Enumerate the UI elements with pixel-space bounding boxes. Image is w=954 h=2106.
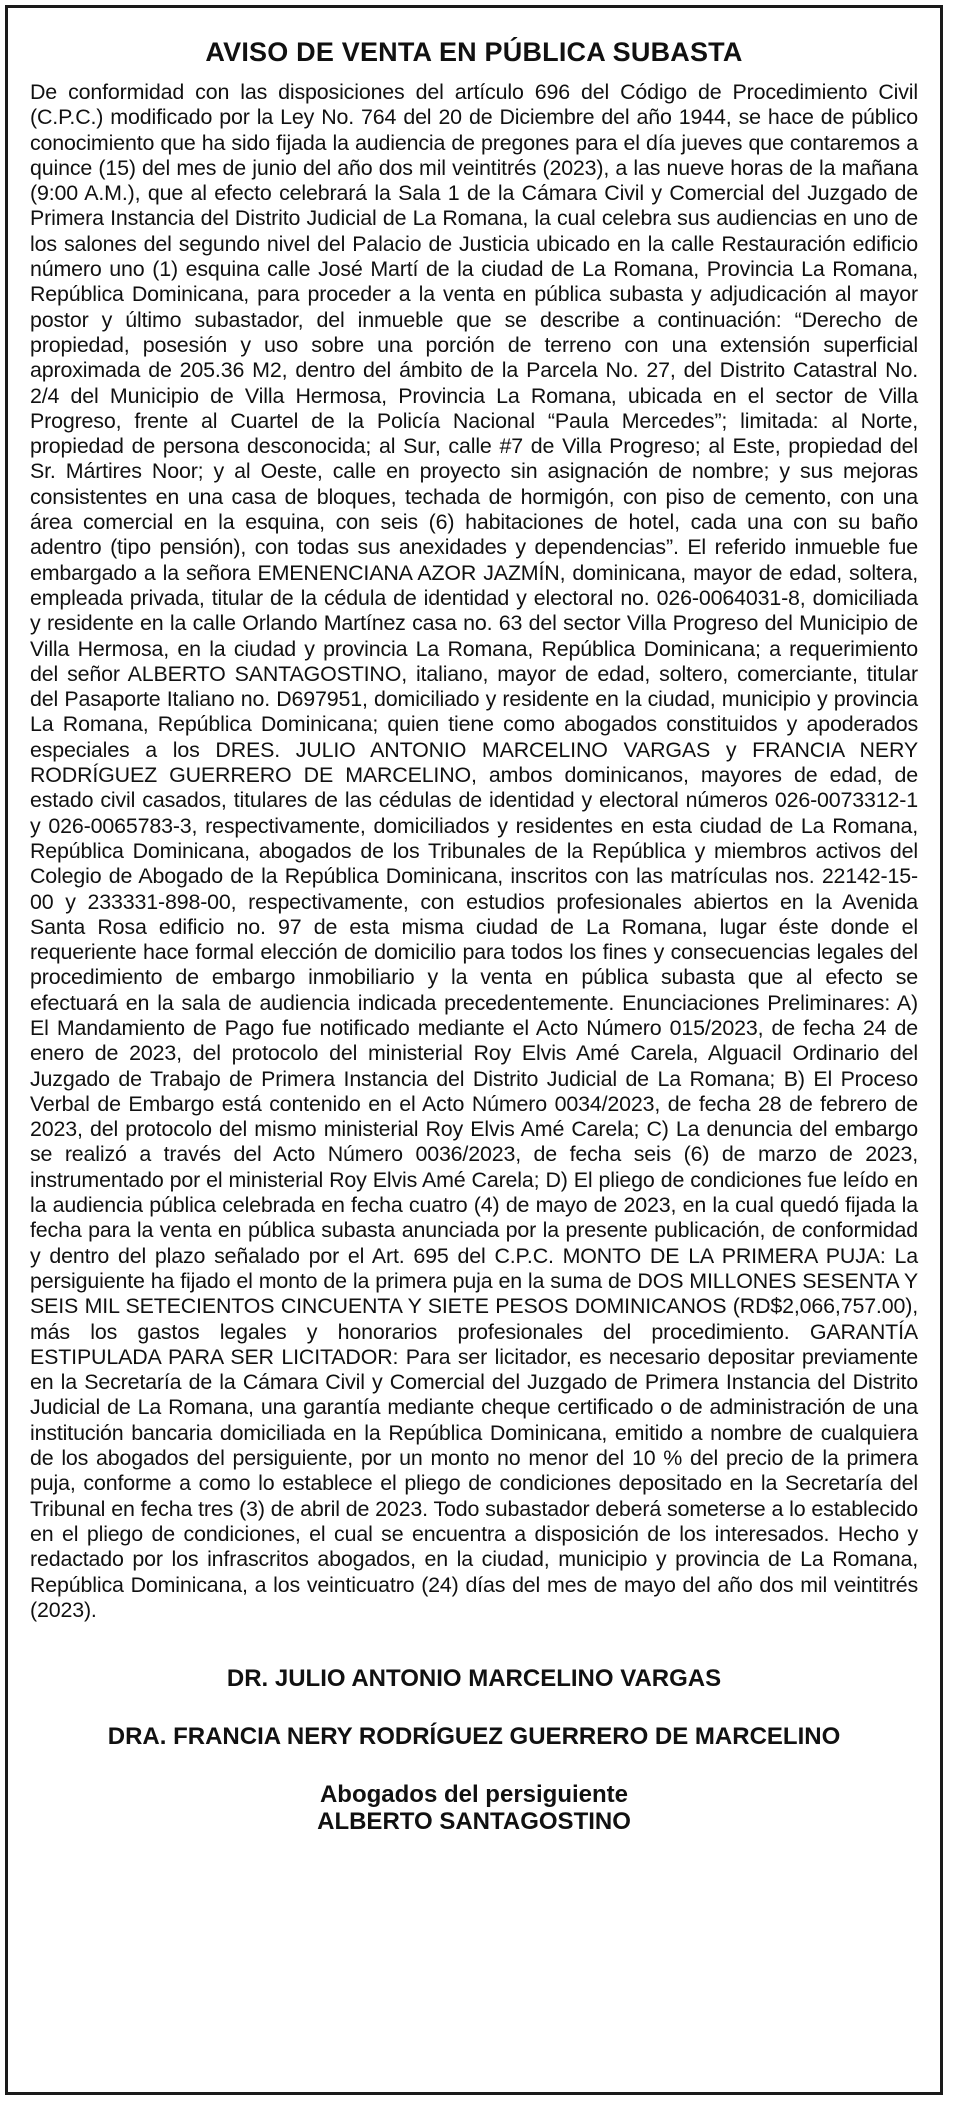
signature-client: ALBERTO SANTAGOSTINO [317, 1808, 631, 1836]
notice-title: AVISO DE VENTA EN PÚBLICA SUBASTA [205, 37, 743, 67]
signature-lawyer-1: DR. JULIO ANTONIO MARCELINO VARGAS [226, 1665, 722, 1693]
notice-frame [5, 5, 943, 2095]
signature-lawyer-2: DRA. FRANCIA NERY RODRÍGUEZ GUERRERO DE MARCELINO [107, 1723, 841, 1751]
signature-block [30, 1665, 918, 1835]
signature-role: Abogados del persiguiente [319, 1781, 629, 1809]
notice-body-text: De conformidad con las disposiciones del artículo 696 del Código de Procedimiento Civil (C.P.C.) modificado por la Ley No. 764 del 20 de Diciembre del año 1944, se hace de público conocimiento que ha sido fijada la audiencia de pregones para el día jueves que contaremos a quince (15) del mes de junio del año dos mil veintitrés (2023), a las nueve horas de la mañana (9:00 A.M.), que al efecto celebrará la Sala 1 de la Cámara Civil y Comercial del Juzgado de Primera Instancia del Distrito Judicial de La Romana, la cual celebra sus audiencias en uno de los salones del segundo nivel del Palacio de Justicia ubicado en la calle Restauración edificio número uno (1) esquina calle José Martí de la ciudad de La Romana, Provincia La Romana, República Dominicana, para proceder a la venta en pública subasta y adjudicación al mayor postor y último subastador, del inmueble que se describe a continuación: “Derecho de propiedad, posesión y uso sobre una porción de terreno con una extensión superficial aproximada de 205.36 M2, dentro del ámbito de la Parcela No. 27, del Distrito Catastral No. 2/4 del Municipio de Villa Hermosa, Provincia La Romana, ubicada en el sector de Villa Progreso, frente al Cuartel de la Policía Nacional “Paula Mercedes”; limitada: al Norte, propiedad de persona desconocida; al Sur, calle #7 de Villa Progreso; al Este, propiedad del Sr. Mártires Noor; y al Oeste, calle en proyecto sin asignación de nombre; y sus mejoras consistentes en una casa de bloques, techada de hormigón, con piso de cemento, con una área comercial en la esquina, con seis (6) habitaciones de hotel, cada una con su baño adentro (tipo pensión), con todas sus anexidades y dependencias”. El referido inmueble fue embargado a la señora EMENENCIANA AZOR JAZMÍN, dominicana, mayor de edad, soltera, empleada privada, titular de la cédula de identidad y electoral no. 026-0064031-8, domiciliada y residente en la calle Orlando Martínez casa no. 63 del sector Villa Progreso del Municipio de Villa Hermosa, en la ciudad y provincia La Romana, República Dominicana; a requerimiento del señor ALBERTO SANTAGOSTINO, italiano, mayor de edad, soltero, comerciante, titular del Pasaporte Italiano no. D697951, domiciliado y residente en la ciudad, municipio y provincia La Romana, República Dominicana; quien tiene como abogados constituidos y apoderados especiales a los DRES. JULIO ANTONIO MARCELINO VARGAS y FRANCIA NERY RODRÍGUEZ GUERRERO DE MARCELINO, ambos dominicanos, mayores de edad, de estado civil casados, titulares de las cédulas de identidad y electoral números 026-0073312-1 y 026-0065783-3, respectivamente, domiciliados y residentes en esta ciudad de La Romana, República Dominicana, abogados de los Tribunales de la República y miembros activos del Colegio de Abogado de la República Dominicana, inscritos con las matrículas nos. 22142-15-00 y 233331-898-00, respectivamente, con estudios profesionales abiertos en la Avenida Santa Rosa edificio no. 97 de esta misma ciudad de La Romana, lugar éste donde el requeriente hace formal elección de domicilio para todos los fines y consecuencias legales del procedimiento de embargo inmobiliario y la venta en pública subasta que al efecto se efectuará en la sala de audiencia indicada precedentemente. Enunciaciones Preliminares: A) El Mandamiento de Pago fue notificado mediante el Acto Número 015/2023, de fecha 24 de enero de 2023, del protocolo del ministerial Roy Elvis Amé Carela, Alguacil Ordinario del Juzgado de Trabajo de Primera Instancia del Distrito Judicial de La Romana; B) El Proceso Verbal de Embargo está contenido en el Acto Número 0034/2023, de fecha 28 de febrero de 2023, del protocolo del mismo ministerial Roy Elvis Amé Carela; C) La denuncia del embargo se realizó a través del Acto Número 0036/2023, de fecha seis (6) de marzo de 2023, instrumentado por el ministerial Roy Elvis Amé Carela; D) El pliego de condiciones fue leído en la audiencia pública celebrada en fecha cuatro (4) de mayo de 2023, en la cual quedó fijada la fecha para la venta en pública subasta anunciada por la presente publicación, de conformidad y dentro del plazo señalado por el Art. 695 del C.P.C. MONTO DE LA PRIMERA PUJA: La persiguiente ha fijado el monto de la primera puja en la suma de DOS MILLONES SESENTA Y SEIS MIL SETECIENTOS CINCUENTA Y SIETE PESOS DOMINICANOS (RD$2,066,757.00), más los gastos legales y honorarios profesionales del procedimiento. GARANTÍA ESTIPULADA PARA SER LICITADOR: Para ser licitador, es necesario depositar previamente en la Secretaría de la Cámara Civil y Comercial del Juzgado de Primera Instancia del Distrito Judicial de La Romana, una garantía mediante cheque certificado o de administración de una institución bancaria domiciliada en la República Dominicana, emitido a nombre de cualquiera de los abogados del persiguiente, por un monto no menor del 10 % del precio de la primera puja, conforme a como lo establece el pliego de condiciones depositado en la Secretaría del Tribunal en fecha tres (3) de abril de 2023. Todo subastador deberá someterse a lo establecido en el pliego de condiciones, el cual se encuentra a disposición de los interesados. Hecho y redactado por los infrascritos abogados, en la ciudad, municipio y provincia de La Romana, República Dominicana, a los veinticuatro (24) días del mes de mayo del año dos mil veintitrés (2023). [30, 80, 918, 1622]
